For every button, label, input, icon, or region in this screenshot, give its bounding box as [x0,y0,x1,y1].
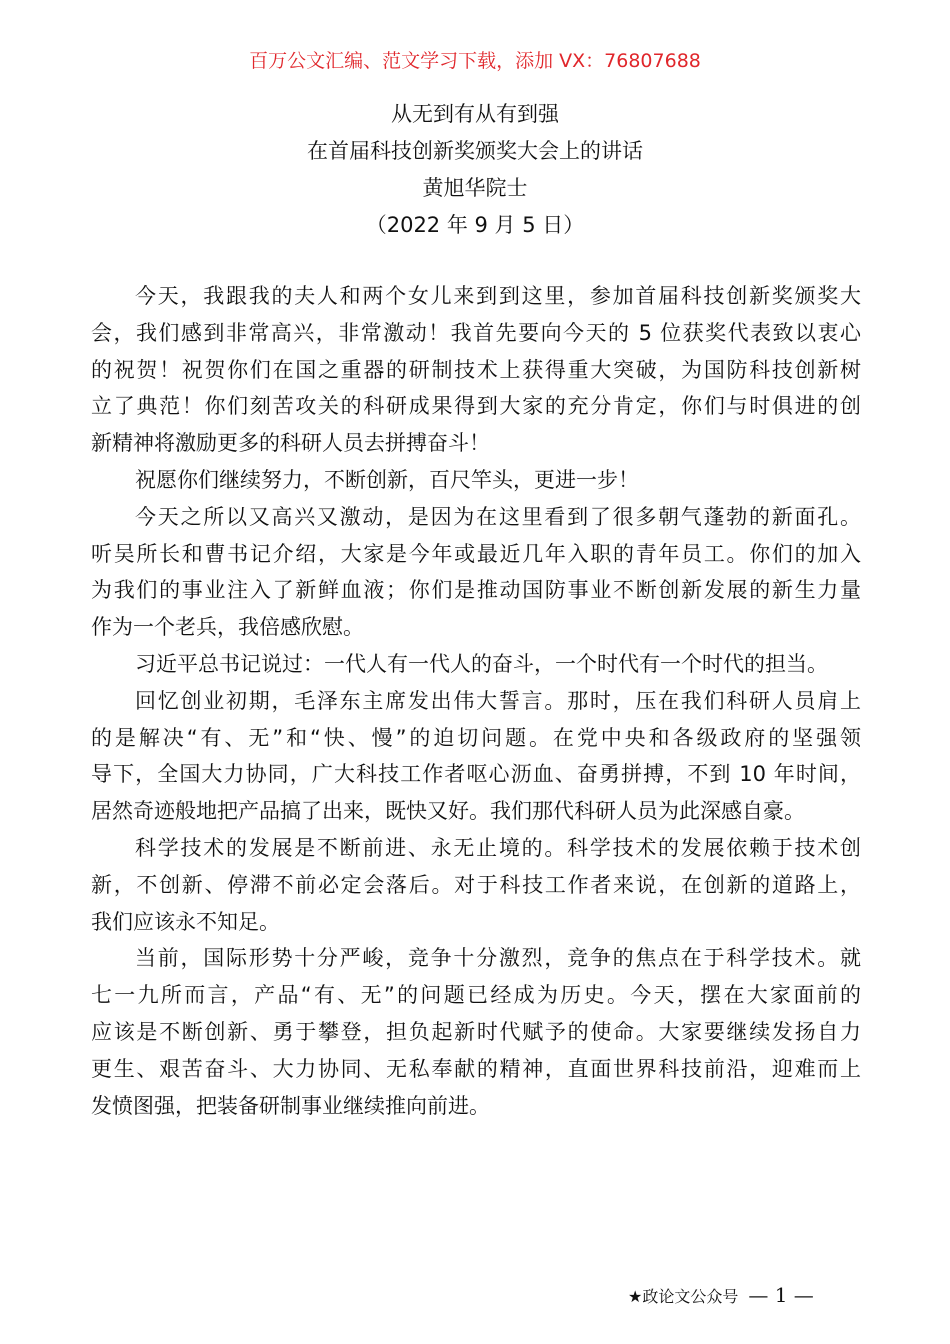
page-number: — 1 — [748,1283,814,1307]
text-line: 发愤图强，把装备研制事业继续推向前进。 [91,1093,490,1118]
text-line: 作为一个老兵，我倍感欣慰。 [91,615,364,640]
text-line: 会，我们感到非常高兴，非常激动！我首先要向今天的 5 位获奖代表致以衷心 [91,320,861,345]
page-footer [628,1283,814,1307]
title-block [0,96,950,244]
text-line: 居然奇迹般地把产品搞了出来，既快又好。我们那代科研人员为此深感自豪。 [91,799,805,824]
footer-source: ★政论文公众号 [628,1286,739,1306]
text-line: 的是解决“有、无”和“快、慢”的迫切问题。在党中央和各级政府的坚强领 [91,725,861,750]
text-line: 祝愿你们继续努力，不断创新，百尺竿头，更进一步！ [135,467,639,492]
text-line: 为我们的事业注入了新鲜血液；你们是推动国防事业不断创新发展的新生力量 [91,578,861,603]
title: 从无到有从有到强 [391,102,559,126]
text-line: 科学技术的发展是不断前进、永无止境的。科学技术的发展依赖于技术创 [135,835,861,860]
text-line: 应该是不断创新、勇于攀登，担负起新时代赋予的使命。大家要继续发扬自力 [91,1019,861,1044]
paragraph [91,940,861,1124]
paragraph [91,462,861,499]
date: （2022 年 9 月 5 日） [365,213,585,237]
paragraph [91,278,861,462]
watermark-banner: 百万公文汇编、范文学习下载，添加 VX：76807688 [249,50,701,72]
paragraph [91,499,861,646]
text-line: 的祝贺！祝贺你们在国之重器的研制技术上获得重大突破，为国防科技创新树 [91,357,861,382]
speech-body [91,278,861,1124]
text-line: 回忆创业初期，毛泽东主席发出伟大誓言。那时，压在我们科研人员肩上 [135,688,861,713]
text-line: 听吴所长和曹书记介绍，大家是今年或最近几年入职的青年员工。你们的加入 [91,541,861,566]
author: 黄旭华院士 [422,176,528,200]
subtitle: 在首届科技创新奖颁奖大会上的讲话 [307,139,643,163]
paragraph [91,646,861,683]
text-line: 更生、艰苦奋斗、大力协同、无私奉献的精神，直面世界科技前沿，迎难而上 [91,1056,861,1081]
text-line: 立了典范！你们刻苦攻关的科研成果得到大家的充分肯定，你们与时俱进的创 [91,394,861,419]
text-line: 新，不创新、停滞不前必定会落后。对于科技工作者来说，在创新的道路上， [91,872,861,897]
text-line: 导下，全国大力协同，广大科技工作者呕心沥血、奋勇拼搏，不到 10 年时间， [91,762,861,787]
paragraph [91,830,861,940]
paragraph [91,683,861,830]
text-line: 七一九所而言，产品“有、无”的问题已经成为历史。今天，摆在大家面前的 [91,983,861,1008]
text-line: 我们应该永不知足。 [91,909,280,934]
text-line: 新精神将激励更多的科研人员去拼搏奋斗！ [91,431,490,456]
text-line: 当前，国际形势十分严峻，竞争十分激烈，竞争的焦点在于科学技术。就 [135,946,861,971]
text-line: 今天，我跟我的夫人和两个女儿来到到这里，参加首届科技创新奖颁奖大 [135,284,861,308]
text-line: 今天之所以又高兴又激动，是因为在这里看到了很多朝气蓬勃的新面孔。 [135,504,861,529]
text-line: 习近平总书记说过：一代人有一代人的奋斗，一个时代有一个时代的担当。 [135,651,828,676]
